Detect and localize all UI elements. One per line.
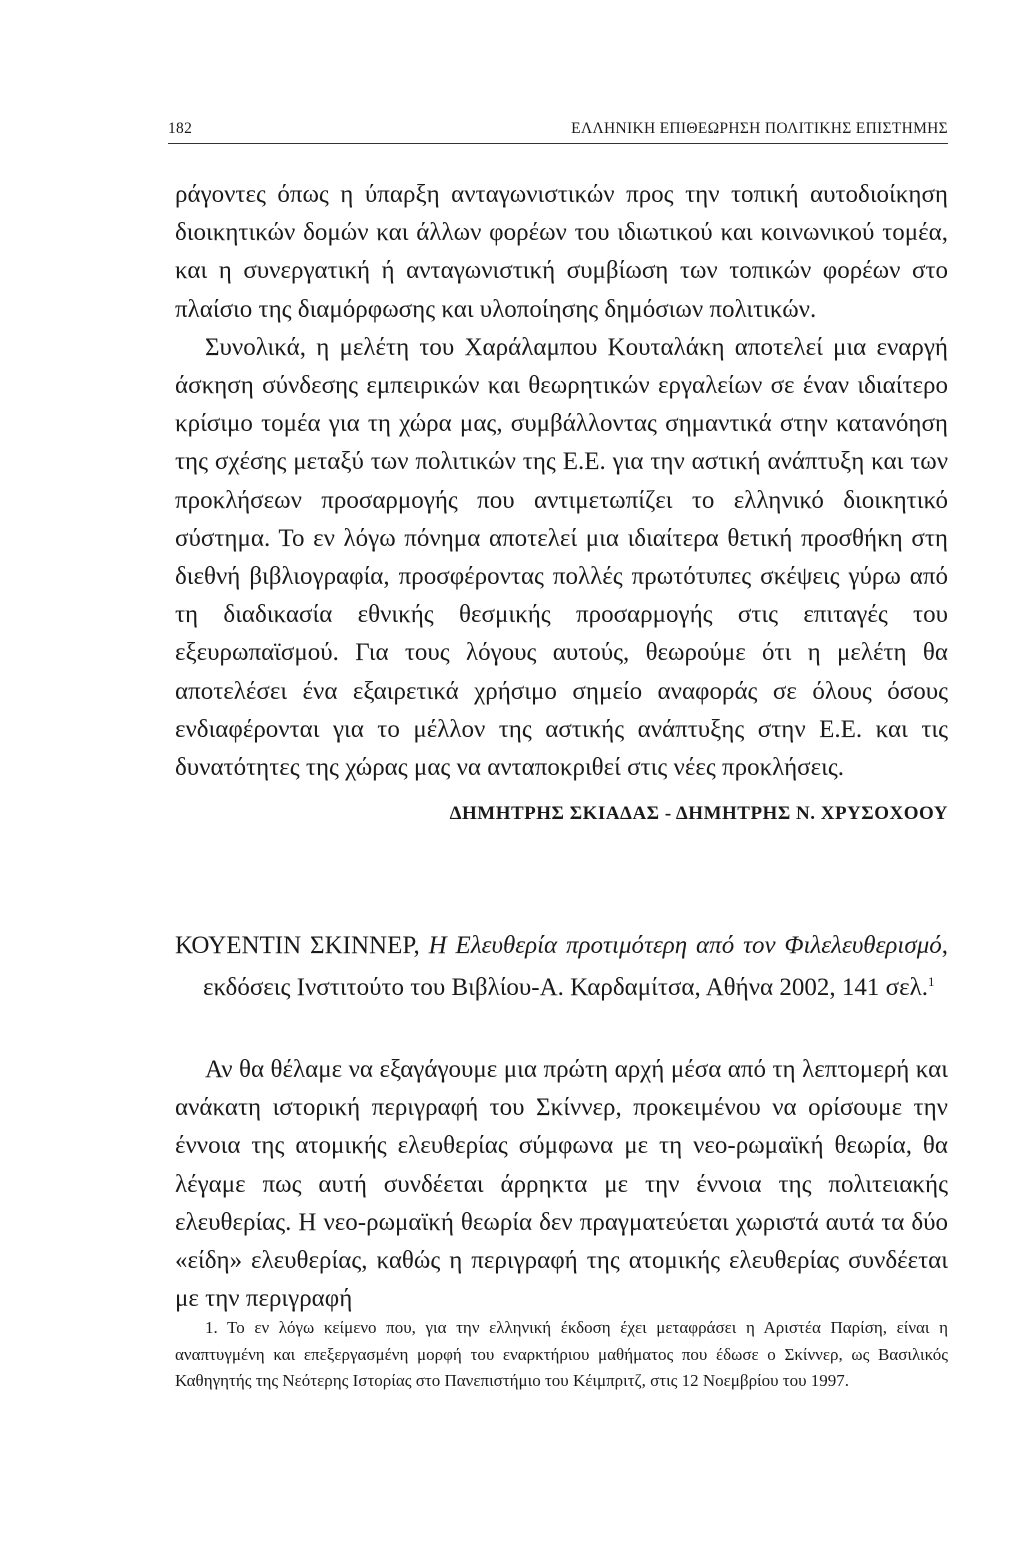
review-paragraph: Αν θα θέλαμε να εξαγάγουμε μια πρώτη αρχή μέσα από τη λεπτομερή και ανάκατη ιστορική περιγραφή του Σκίννερ, προκειμένου να ορίσουμε την έννοια της ατομικής ελευθερίας σύμφωνα με τη νεο-ρωμαϊκή θεωρία, θα λέγαμε πως αυτή συνδέεται άρρηκτα με την έννοια της πολιτειακής ελευθερίας. Η νεο-ρωμαϊκή θεωρία δεν πραγματεύεται χωριστά αυτά τα δύο «είδη» ελευθερίας, καθώς η περιγραφή της ατομικής ελευθερίας συνδέεται με την περιγραφή [175, 1056, 948, 1313]
header-rule [168, 143, 948, 144]
journal-title: ΕΛΛΗΝΙΚΗ ΕΠΙΘΕΩΡΗΣΗ ΠΟΛΙΤΙΚΗΣ ΕΠΙΣΤΗΜΗΣ [571, 120, 948, 137]
footnote-reference: 1 [927, 974, 935, 989]
book-publisher: , εκδόσεις Ινστιτούτο του Βιβλίου-Α. Καρδαμίτσα, Αθήνα 2002, 141 σελ. [203, 932, 948, 1001]
review-paragraph: Συνολικά, η μελέτη του Χαράλαμπου Κουταλάκη αποτελεί μια εναργή άσκηση σύνδεσης εμπειρικών και θεωρητικών εργαλείων σε έναν ιδιαίτερο κρίσιμο τομέα για τη χώρα μας, συμβάλλοντας σημαντικά στην κατανόηση της σχέσης μεταξύ των πολιτικών της Ε.Ε. για την αστική ανάπτυξη και των προκλήσεων προσαρμογής που αντιμετωπίζει το ελληνικό διοικητικό σύστημα. Το εν λόγω πόνημα αποτελεί μια ιδιαίτερα θετική προσθήκη στη διεθνή βιβλιογραφία, προσφέροντας πολλές πρωτότυπες σκέψεις γύρω από τη διαδικασία εθνικής θεσμικής προσαρμογής στις επιταγές του εξευρωπαϊσμού. Για τους λόγους αυτούς, θεωρούμε ότι η μελέτη θα αποτελέσει ένα εξαιρετικά χρήσιμο σημείο αναφοράς σε όλους όσους ενδιαφέρονται για το μέλλον της αστικής ανάπτυξης στην Ε.Ε. και τις δυνατότητες της χώρας μας να ανταποκριθεί στις νέες προκλήσεις. [175, 333, 948, 782]
review-text [175, 1051, 948, 1318]
review-paragraph: ράγοντες όπως η ύπαρξη ανταγωνιστικών προς την τοπική αυτοδιοίκηση διοικητικών δομών και άλλων φορέων του ιδιωτικού και κοινωνικού τομέα, και η συνεργατική ή ανταγωνιστική συμβίωση των τοπικών φορέων στο πλαίσιο της διαμόρφωσης και υλοποίησης δημόσιων πολιτικών. [175, 181, 948, 323]
running-head [168, 120, 948, 138]
page-number: 182 [168, 120, 193, 137]
review-signature: ΔΗΜΗΤΡΗΣ ΣΚΙΑΔΑΣ - ΔΗΜΗΤΡΗΣ Ν. ΧΡΥΣΟΧΟΟΥ [449, 803, 948, 824]
footnote: 1. Το εν λόγω κείμενο που, για την ελληνική έκδοση έχει μεταφράσει η Αριστέα Παρίση, είναι η αναπτυγμένη και επεξεργασμένη μορφή του εναρκτήριου μαθήματος που έδωσε ο Σκίννερ, ως Βασιλικός Καθηγητής της Νεότερης Ιστορίας στο Πανεπιστήμιο του Κέιμπριτζ, στις 12 Νοεμβρίου του 1997. [175, 1318, 948, 1390]
book-title: Η Ελευθερία προτιμότερη από τον Φιλελευθερισμό [428, 932, 942, 959]
book-citation [175, 928, 948, 1006]
review-text-continued [175, 176, 948, 787]
book-author: ΚΟΥΕΝΤΙΝ ΣΚΙΝΝΕΡ, [175, 932, 429, 959]
